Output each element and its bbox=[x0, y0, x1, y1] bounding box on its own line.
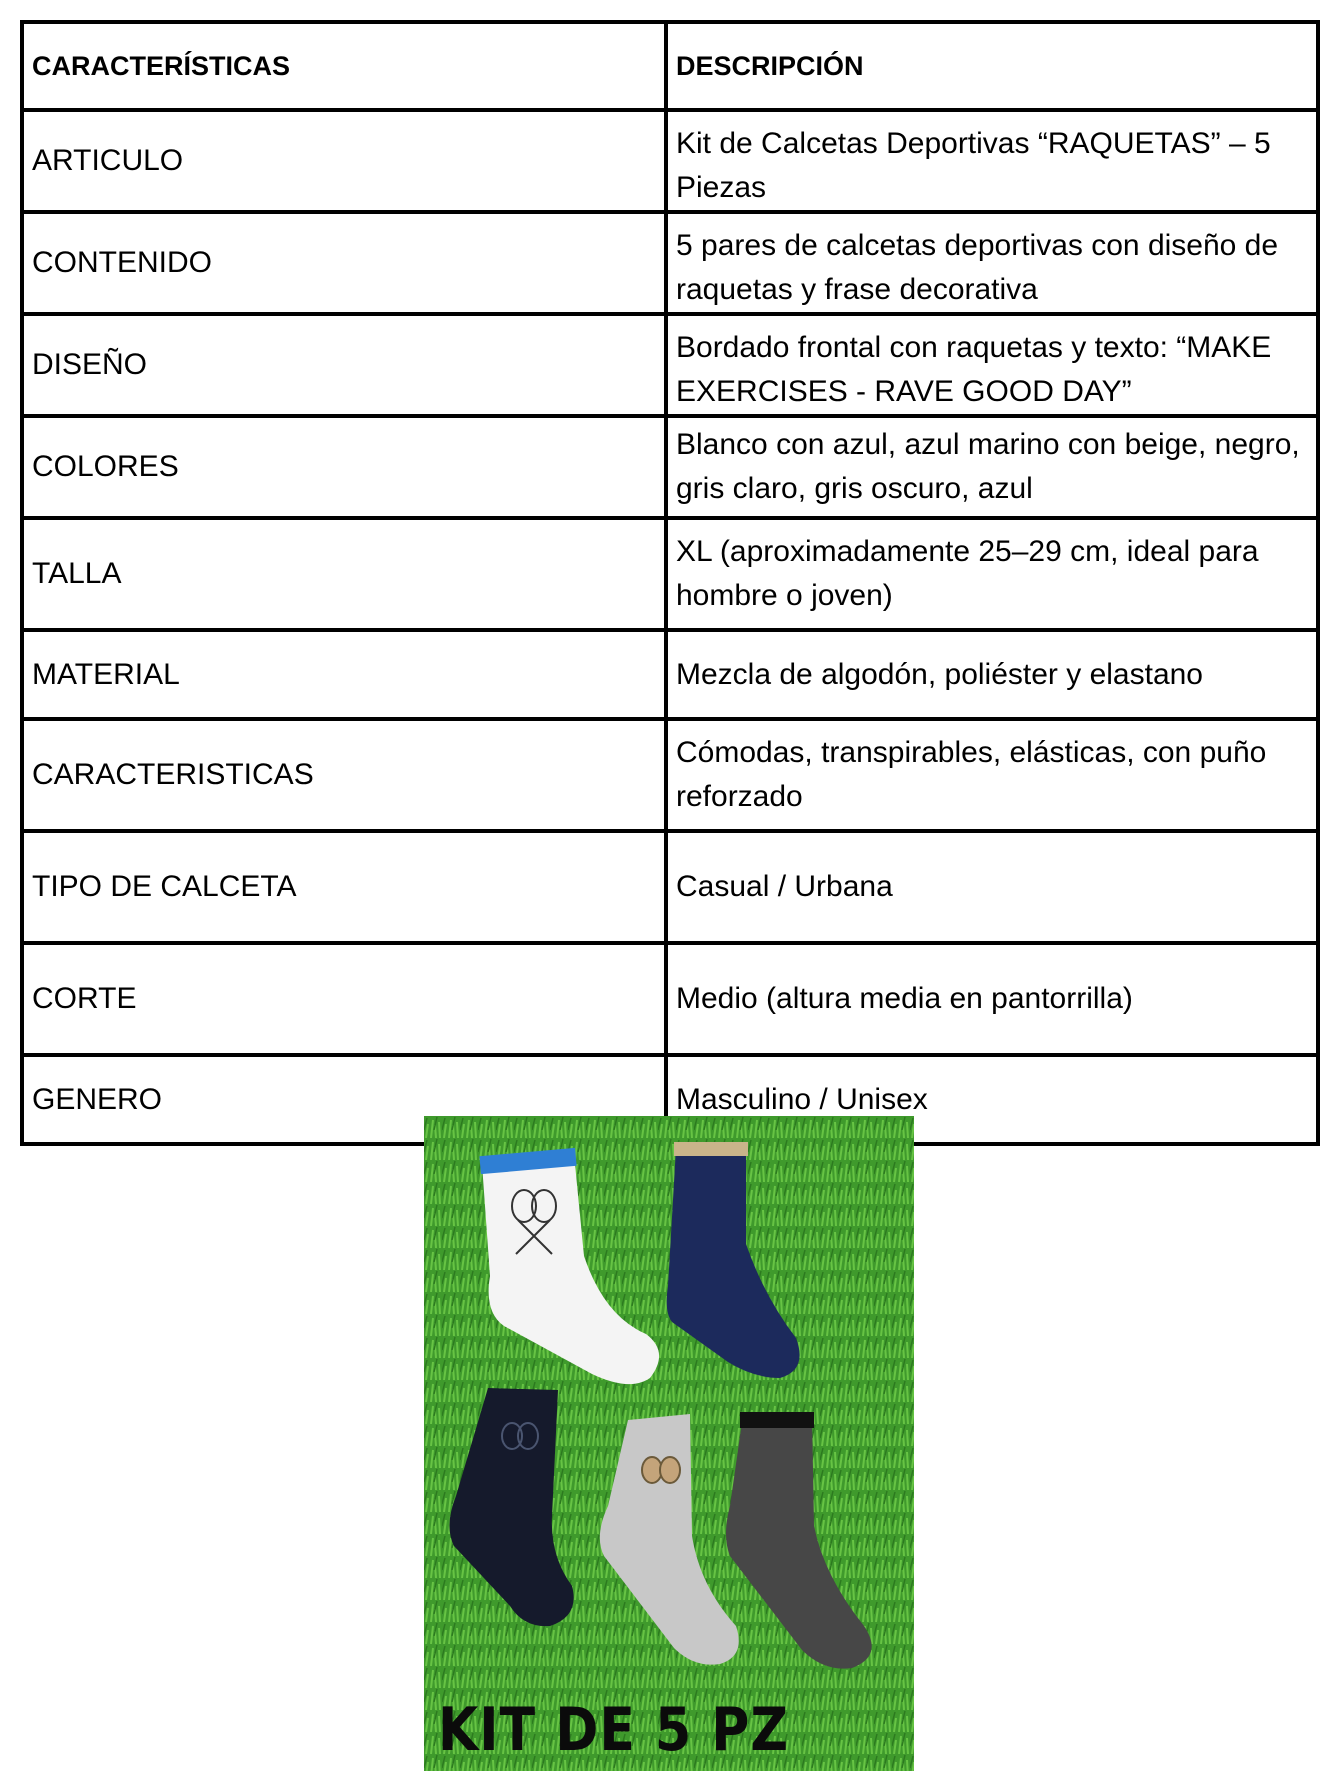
row-description: Bordado frontal con raquetas y texto: “MAKE EXERCISES - RAVE GOOD DAY” bbox=[666, 314, 1318, 416]
table-header-row bbox=[22, 22, 1318, 110]
table-row bbox=[22, 518, 1318, 630]
row-description: Cómodas, transpirables, elásticas, con puño reforzado bbox=[666, 719, 1318, 831]
row-feature: CARACTERISTICAS bbox=[22, 719, 666, 831]
row-description: Mezcla de algodón, poliéster y elastano bbox=[666, 630, 1318, 719]
row-feature: CORTE bbox=[22, 943, 666, 1055]
table-row bbox=[22, 630, 1318, 719]
table-row bbox=[22, 110, 1318, 212]
header-description: DESCRIPCIÓN bbox=[666, 22, 1318, 110]
row-feature: COLORES bbox=[22, 416, 666, 518]
kit-caption: KIT DE 5 PZ bbox=[438, 1696, 790, 1765]
table-row bbox=[22, 943, 1318, 1055]
row-description: Masculino / Unisex bbox=[666, 1055, 1318, 1144]
row-feature: GENERO bbox=[22, 1055, 666, 1144]
row-description: Casual / Urbana bbox=[666, 831, 1318, 943]
table-row bbox=[22, 831, 1318, 943]
row-feature: CONTENIDO bbox=[22, 212, 666, 314]
row-feature: TALLA bbox=[22, 518, 666, 630]
table-row bbox=[22, 416, 1318, 518]
row-description: Blanco con azul, azul marino con beige, negro, gris claro, gris oscuro, azul bbox=[666, 416, 1318, 518]
row-description: 5 pares de calcetas deportivas con diseño de raquetas y frase decorativa bbox=[666, 212, 1318, 314]
row-feature: ARTICULO bbox=[22, 110, 666, 212]
row-description: Medio (altura media en pantorrilla) bbox=[666, 943, 1318, 1055]
row-description: XL (aproximadamente 25–29 cm, ideal para hombre o joven) bbox=[666, 518, 1318, 630]
row-description: Kit de Calcetas Deportivas “RAQUETAS” – 5 Piezas bbox=[666, 110, 1318, 212]
table-row bbox=[22, 314, 1318, 416]
table-row bbox=[22, 719, 1318, 831]
table-row bbox=[22, 212, 1318, 314]
row-feature: DISEÑO bbox=[22, 314, 666, 416]
header-feature: CARACTERÍSTICAS bbox=[22, 22, 666, 110]
product-photo bbox=[424, 1116, 914, 1771]
row-feature: TIPO DE CALCETA bbox=[22, 831, 666, 943]
row-feature: MATERIAL bbox=[22, 630, 666, 719]
spec-table bbox=[20, 20, 1320, 1146]
